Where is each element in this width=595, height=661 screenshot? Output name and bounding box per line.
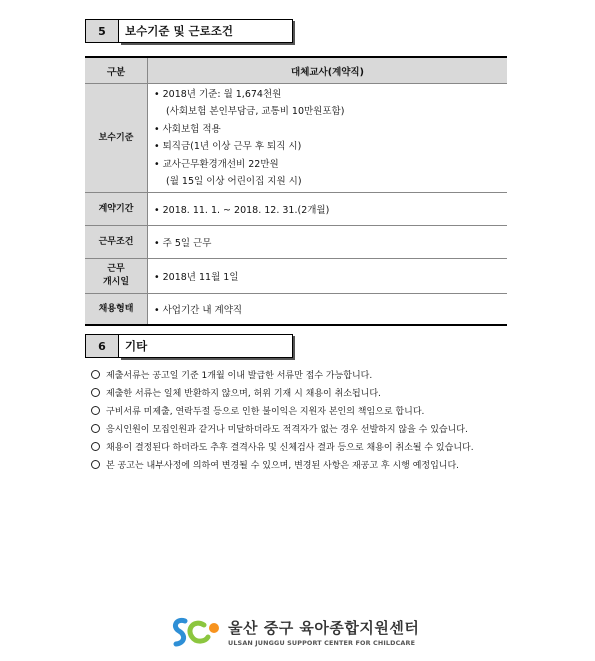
table-header-row: [85, 57, 507, 84]
list-item: [91, 421, 474, 439]
logo-mark-icon: [170, 613, 222, 651]
row-label: 채용형태: [85, 294, 148, 326]
table-row-start-date: [85, 259, 507, 294]
section-title: 기타: [119, 334, 293, 358]
conditions-table: [85, 56, 507, 326]
list-item: [91, 457, 474, 475]
circle-bullet-icon: [91, 442, 100, 451]
row-value: [148, 84, 508, 193]
row-value: • 2018. 11. 1. ~ 2018. 12. 31.(2개월): [148, 193, 508, 226]
value-line: • 사회보험 적용: [154, 123, 221, 135]
value-line: • 퇴직금(1년 이상 근무 후 퇴직 시): [154, 141, 302, 152]
value-line: • 교사근무환경개선비 22만원: [154, 158, 279, 170]
org-name-english: ULSAN JUNGGU SUPPORT CENTER FOR CHILDCARE: [228, 639, 416, 647]
circle-bullet-icon: [91, 406, 100, 415]
section-title: 보수기준 및 근로조건: [119, 19, 293, 43]
value-line: (사회보험 본인부담금, 교통비 10만원포함): [166, 106, 345, 117]
table-row-employment-type: [85, 294, 507, 326]
note-text: 응시인원이 모집인원과 같거나 미달하더라도 적격자가 없는 경우 선발하지 않을 수 있습니다.: [106, 425, 468, 435]
logo-text: [228, 617, 419, 647]
table-row-work-conditions: [85, 226, 507, 259]
row-label: 근무조건: [85, 226, 148, 259]
list-item: [91, 439, 474, 457]
table-row-contract-period: [85, 193, 507, 226]
column-header-position: 대체교사(계약직): [148, 57, 508, 84]
row-value: • 2018년 11월 1일: [148, 259, 508, 294]
section-6-header: [85, 334, 293, 358]
row-value: • 사업기간 내 계약직: [148, 294, 508, 326]
note-text: 제출한 서류는 일체 반환하지 않으며, 허위 기재 시 채용이 취소됩니다.: [106, 389, 381, 399]
list-item: [91, 385, 474, 403]
center-logo: [170, 612, 419, 652]
list-item: [91, 403, 474, 421]
org-name-korean: 울산 중구 육아종합지원센터: [228, 619, 420, 637]
circle-bullet-icon: [91, 424, 100, 433]
note-text: 채용이 결정된다 하더라도 추후 결격사유 및 신체검사 결과 등으로 채용이 취소될 수 있습니다.: [106, 443, 474, 453]
row-label-line: 개시일: [102, 277, 130, 287]
column-header-category: 구분: [85, 57, 148, 84]
list-item: [91, 367, 474, 385]
table-row-salary: [85, 84, 507, 193]
circle-bullet-icon: [91, 460, 100, 469]
row-label-line: 근무: [107, 264, 125, 274]
note-text: 제출서류는 공고일 기준 1개월 이내 발급한 서류만 접수 가능합니다.: [106, 371, 373, 381]
note-text: 구비서류 미제출, 연락두절 등으로 인한 불이익은 지원자 본인의 책임으로 합니다.: [106, 407, 425, 417]
circle-bullet-icon: [91, 370, 100, 379]
value-line: (월 15일 이상 어린이집 지원 시): [166, 176, 302, 187]
notes-list: [91, 367, 474, 475]
section-number: 5: [85, 19, 119, 43]
row-label: 보수기준: [85, 84, 148, 193]
note-text: 본 공고는 내부사정에 의하여 변경될 수 있으며, 변경된 사항은 재공고 후 시행 예정입니다.: [106, 461, 460, 471]
row-label: 계약기간: [85, 193, 148, 226]
value-line: • 2018년 기준: 월 1,674천원: [154, 88, 282, 100]
section-number: 6: [85, 334, 119, 358]
section-5-header: [85, 19, 293, 43]
circle-bullet-icon: [91, 388, 100, 397]
row-label: [85, 259, 148, 294]
row-value: • 주 5일 근무: [148, 226, 508, 259]
